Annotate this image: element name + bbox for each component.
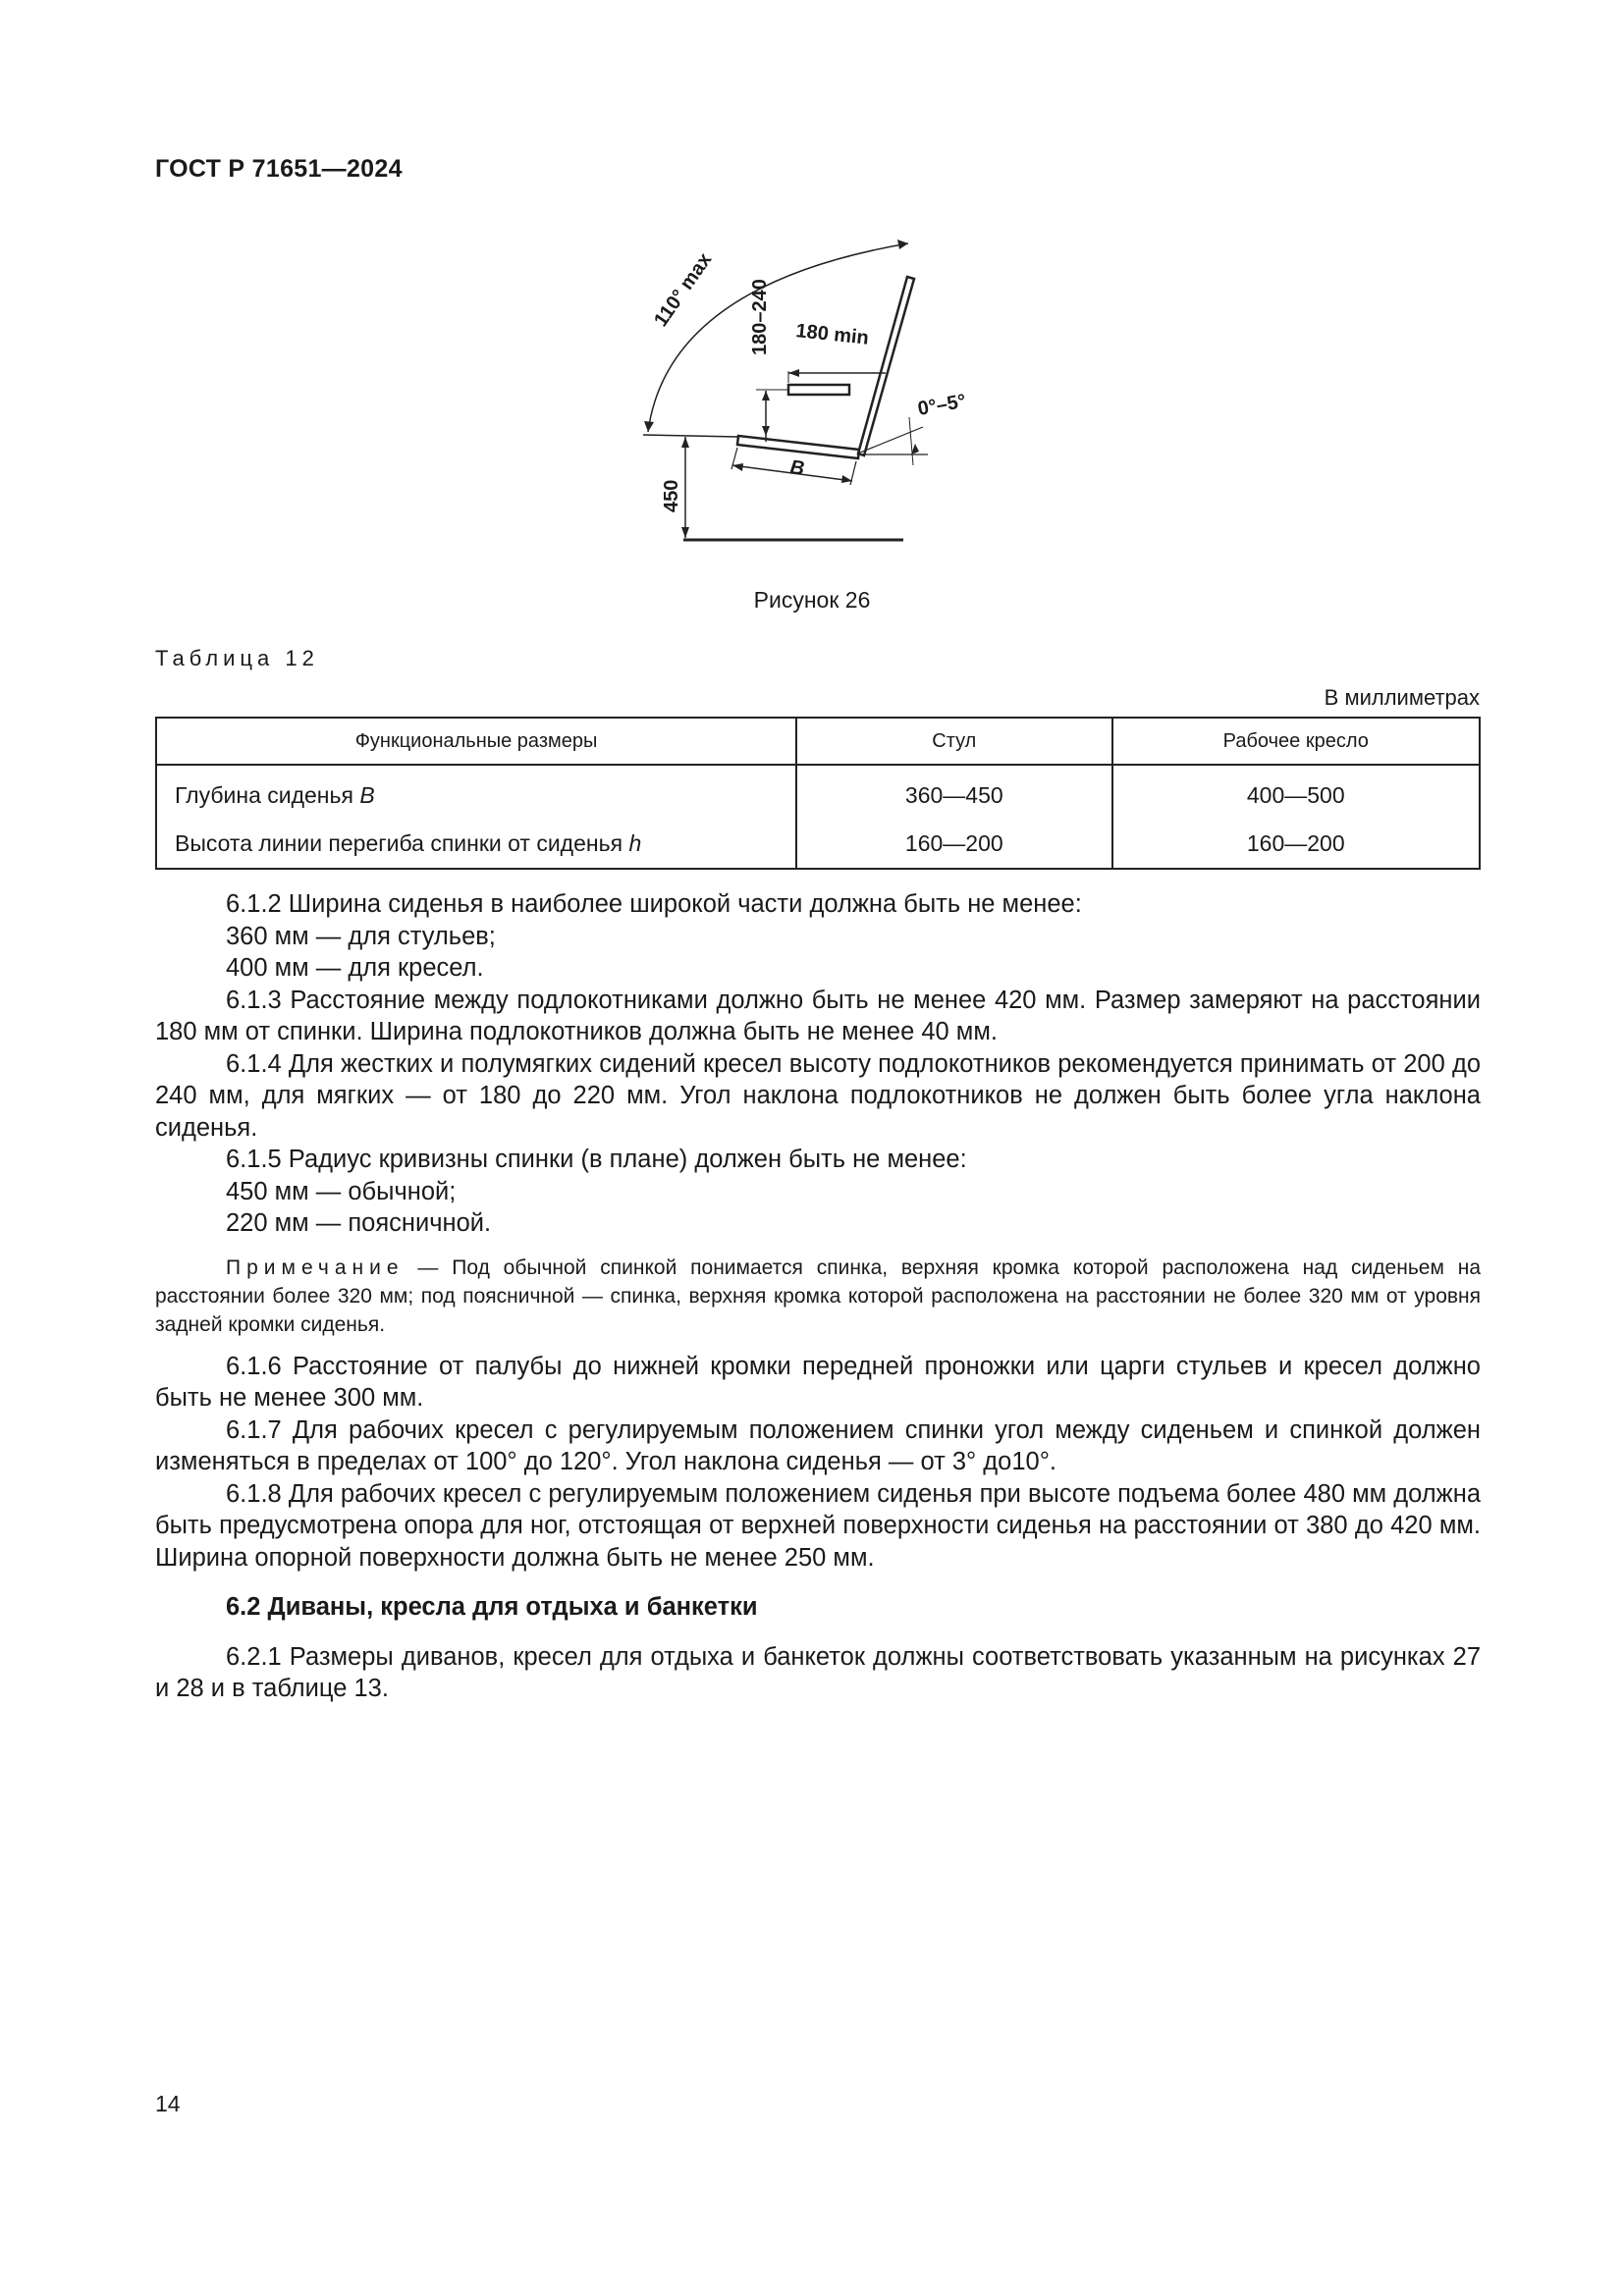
column-header: Функциональные размеры [156, 718, 796, 765]
label-armrest-height: 180–240 [749, 279, 771, 355]
backrest-outline [858, 277, 914, 455]
table-cell: 400—500 [1112, 765, 1480, 820]
body-text [155, 888, 1481, 1705]
list-item: 360 мм — для стульев; [226, 922, 496, 950]
note [155, 1254, 1481, 1339]
label-seat-height: 450 [661, 479, 682, 512]
table-row [156, 765, 1480, 820]
table-row [156, 820, 1480, 869]
label-angle-max: 110° max [650, 248, 717, 331]
list-item: 220 мм — поясничной. [226, 1209, 492, 1237]
list-item: 400 мм — для кресел. [226, 954, 484, 982]
label-armrest-length: 180 min [794, 320, 870, 349]
list-item: 450 мм — обычной; [226, 1177, 457, 1205]
figure-caption: Рисунок 26 [753, 587, 871, 613]
table-title: Таблица 12 [155, 646, 319, 670]
table-header-row [156, 718, 1480, 765]
paragraph-6-1-2: 6.1.2 Ширина сиденья в наиболее широкой части должна быть не менее: [226, 890, 1082, 918]
paragraph-6-1-8: 6.1.8 Для рабочих кресел с регулируемым положением сиденья при высоте подъема более 480 мм должна быть предусмотрена опора для ног, отстоящая от верхней поверхности сиденья на расстоянии от 380 до 420 мм. Ширина опорной поверхности должна быть не менее 250 мм. [155, 1479, 1481, 1572]
figure-26-diagram [628, 226, 982, 560]
armrest-outline [788, 385, 849, 395]
column-header: Рабочее кресло [1112, 718, 1480, 765]
paragraph-6-1-3: 6.1.3 Расстояние между подлокотниками должно быть не менее 420 мм. Размер замеряют на расстоянии 180 мм от спинки. Ширина подлокотников должна быть не менее 40 мм. [155, 986, 1481, 1045]
table-cell-name: Глубина сиденья B [156, 765, 796, 820]
note-text: — Под обычной спинкой понимается спинка, верхняя кромка которой расположена над сиденьем на расстоянии более 320 мм; под поясничной — спинка, верхняя кромка которой расположена на расстоянии не более 320 мм от уровня задней кромки сиденья. [155, 1255, 1481, 1336]
label-seat-depth: B [788, 456, 806, 480]
table-cell: 160—200 [796, 820, 1111, 869]
paragraph-6-1-6: 6.1.6 Расстояние от палубы до нижней кромки передней проножки или царги стульев и кресел должно быть не менее 300 мм. [155, 1352, 1481, 1412]
paragraph-6-1-5: 6.1.5 Радиус кривизны спинки (в плане) должен быть не менее: [226, 1146, 967, 1173]
table-cell: 160—200 [1112, 820, 1480, 869]
chair-dimension-drawing [628, 226, 982, 560]
table-units: В миллиметрах [1324, 685, 1480, 710]
paragraph-6-2-1: 6.2.1 Размеры диванов, кресел для отдыха и банкеток должны соответствовать указанным на рисунках 27 и 28 и в таблице 13. [155, 1642, 1481, 1702]
paragraph-6-1-7: 6.1.7 Для рабочих кресел с регулируемым положением спинки угол между сиденьем и спинкой должен изменяться в пределах от 100° до 120°. Угол наклона сиденья — от 3° до10°. [155, 1415, 1481, 1475]
seat-outline [737, 436, 859, 458]
document-header: ГОСТ Р 71651—2024 [155, 155, 403, 183]
note-label: Примечание [226, 1255, 405, 1279]
label-seat-tilt: 0°–5° [916, 390, 968, 420]
dimensions-table [155, 717, 1481, 870]
table-cell: 360—450 [796, 765, 1111, 820]
table-cell-name: Высота линии перегиба спинки от сиденья h [156, 820, 796, 869]
column-header: Стул [796, 718, 1111, 765]
page-number: 14 [155, 2091, 181, 2116]
paragraph-6-1-4: 6.1.4 Для жестких и полумягких сидений кресел высоту подлокотников рекомендуется принимать от 200 до 240 мм, для мягких — от 180 до 220 мм. Угол наклона подлокотников не должен быть более угла наклона сиденья. [155, 1049, 1481, 1142]
section-title-6-2: 6.2 Диваны, кресла для отдыха и банкетки [226, 1593, 758, 1621]
